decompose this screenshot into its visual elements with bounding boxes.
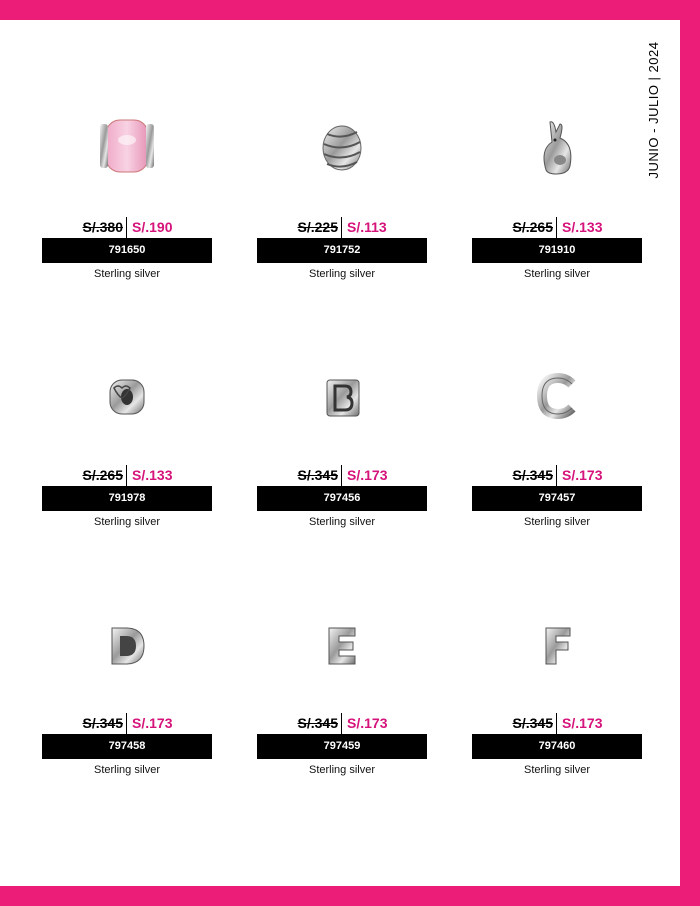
old-price: S/.345	[512, 467, 553, 483]
product-code: 797457	[472, 486, 642, 511]
product-material: Sterling silver	[308, 764, 376, 776]
sale-price: S/.173	[347, 715, 388, 731]
price-row	[42, 713, 212, 735]
hearts-charm-icon	[92, 358, 162, 438]
price-row	[42, 465, 212, 487]
letter-d-charm-icon	[92, 606, 162, 686]
product-material: Sterling silver	[93, 516, 161, 528]
price-row	[472, 217, 642, 239]
price-divider	[556, 713, 557, 735]
price-divider	[341, 465, 342, 487]
price-divider	[341, 217, 342, 239]
old-price: S/.265	[82, 467, 123, 483]
sale-price: S/.173	[562, 715, 603, 731]
price-divider	[126, 465, 127, 487]
price-divider	[126, 217, 127, 239]
product-material: Sterling silver	[308, 268, 376, 280]
catalog-period-label-wrap	[646, 40, 664, 180]
product-code: 791752	[257, 238, 427, 263]
product-material: Sterling silver	[523, 764, 591, 776]
product-material: Sterling silver	[523, 268, 591, 280]
old-price: S/.380	[82, 219, 123, 235]
price-divider	[556, 217, 557, 239]
price-row	[42, 217, 212, 239]
product-code: 797460	[472, 734, 642, 759]
product-material: Sterling silver	[308, 516, 376, 528]
product-material: Sterling silver	[93, 764, 161, 776]
sale-price: S/.173	[132, 715, 173, 731]
sale-price: S/.173	[347, 467, 388, 483]
old-price: S/.265	[512, 219, 553, 235]
sale-price: S/.113	[347, 219, 387, 235]
product-material: Sterling silver	[523, 516, 591, 528]
product-code: 791910	[472, 238, 642, 263]
product-code: 797456	[257, 486, 427, 511]
sale-price: S/.133	[562, 219, 603, 235]
price-divider	[556, 465, 557, 487]
product-code: 791978	[42, 486, 212, 511]
price-row	[257, 713, 427, 735]
price-row	[257, 217, 427, 239]
price-row	[472, 465, 642, 487]
price-row	[257, 465, 427, 487]
old-price: S/.345	[82, 715, 123, 731]
letter-e-charm-icon	[307, 606, 377, 686]
sale-price: S/.190	[132, 219, 173, 235]
product-code: 791650	[42, 238, 212, 263]
price-divider	[126, 713, 127, 735]
letter-f-charm-icon	[522, 606, 592, 686]
old-price: S/.345	[297, 467, 338, 483]
price-divider	[341, 713, 342, 735]
pink-glass-charm-icon	[92, 110, 162, 190]
letter-c-charm-icon	[522, 358, 592, 438]
old-price: S/.345	[512, 715, 553, 731]
catalog-period-label: JUNIO - JULIO | 2024	[646, 41, 661, 179]
sale-price: S/.133	[132, 467, 173, 483]
product-material: Sterling silver	[93, 268, 161, 280]
old-price: S/.345	[297, 715, 338, 731]
product-code: 797459	[257, 734, 427, 759]
kangaroo-charm-icon	[522, 110, 592, 190]
sale-price: S/.173	[562, 467, 603, 483]
letter-b-charm-icon	[307, 358, 377, 438]
price-row	[472, 713, 642, 735]
twisted-silver-charm-icon	[307, 110, 377, 190]
old-price: S/.225	[297, 219, 338, 235]
product-code: 797458	[42, 734, 212, 759]
